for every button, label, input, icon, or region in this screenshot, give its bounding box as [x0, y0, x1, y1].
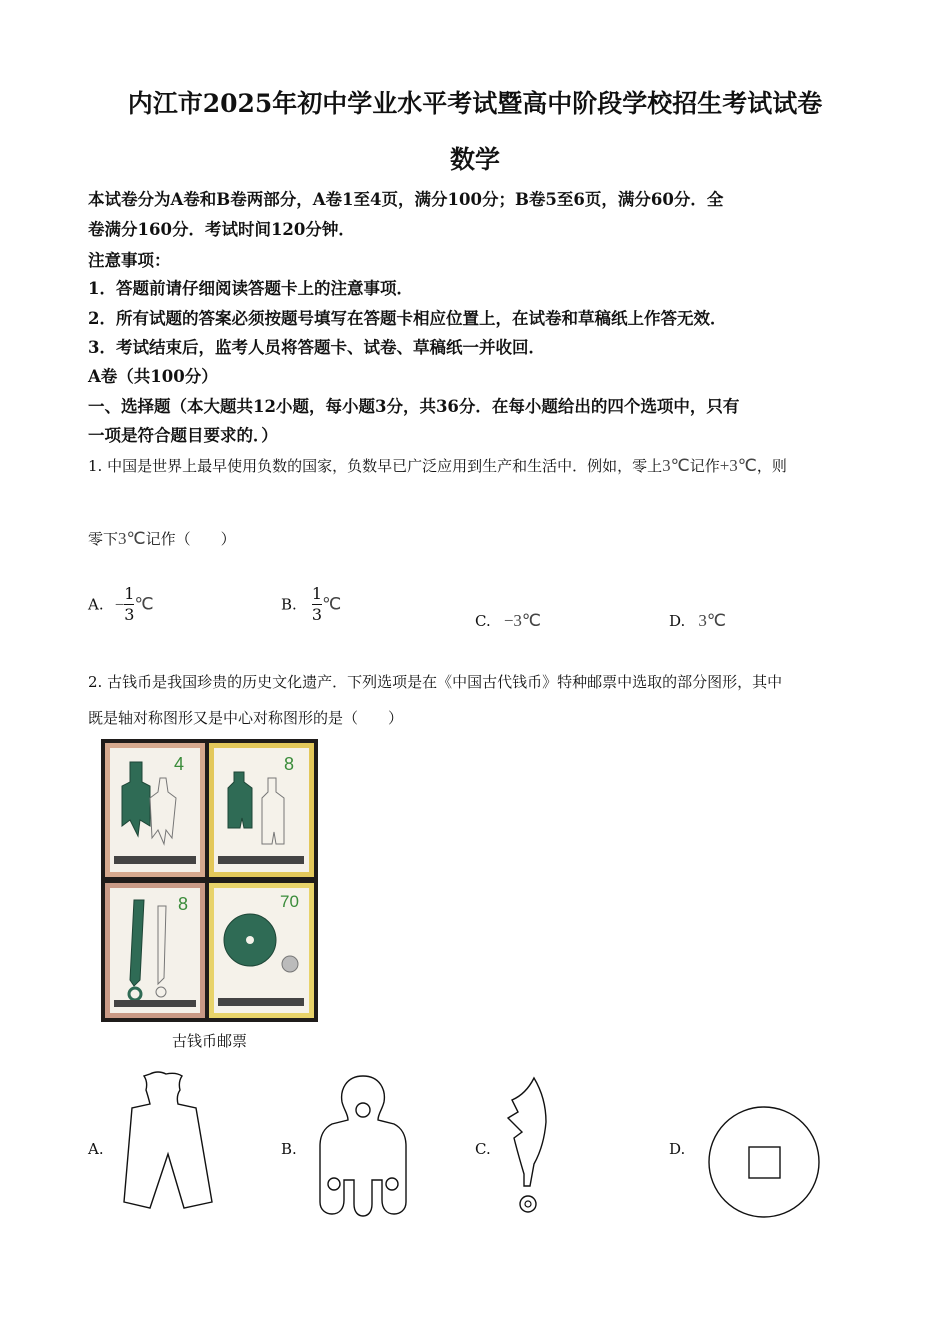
- q1-stem-c: ，则: [756, 457, 787, 475]
- q2-option-d-round-coin-figure[interactable]: [704, 1104, 824, 1224]
- q1-stem-b: 记作: [689, 457, 720, 475]
- coin-stamps-image: [101, 739, 318, 1022]
- intro-line-2: 卷满分160分．考试时间120分钟．: [88, 220, 355, 239]
- fraction-numerator: 1: [311, 584, 323, 603]
- q1-option-d-letter: D.: [669, 612, 686, 630]
- stamp-caption: 古钱币邮票: [171, 1032, 247, 1050]
- q1-option-d[interactable]: [669, 611, 726, 631]
- q2-line-2: 既是轴对称图形又是中心对称图形的是（ ）: [88, 709, 404, 727]
- q1-line-1: [88, 455, 787, 476]
- notice-title: 注意事项：: [88, 251, 171, 270]
- part1-heading-line-2: 一项是符合题目要求的．）: [88, 426, 278, 445]
- q1-option-c[interactable]: [475, 611, 541, 631]
- q2-option-a-letter[interactable]: A.: [88, 1140, 104, 1158]
- stamp-value: 8: [178, 894, 189, 914]
- exam-title: 内江市2025年初中学业水平考试暨高中阶段学校招生考试试卷: [127, 89, 823, 118]
- q1-stem-e: 记作（ ）: [145, 530, 236, 548]
- q1-option-b[interactable]: [281, 585, 341, 624]
- stamp-face: [110, 888, 200, 1013]
- q1-option-a-fraction: [124, 585, 134, 624]
- stamp-value: 8: [284, 754, 295, 774]
- fraction-numerator: 1: [124, 584, 135, 603]
- q1-option-a-letter: A.: [88, 595, 104, 614]
- q1-temp-above: 3℃: [662, 456, 690, 475]
- part1-heading-line-1: 一、选择题（本大题共12小题，每小题3分，共36分．在每小题给出的四个选项中，只有: [88, 397, 740, 416]
- q1-option-c-value: −3℃: [503, 611, 541, 630]
- stamp-round-coin-70: [209, 883, 314, 1018]
- q1-line-2: [88, 528, 236, 549]
- q2-option-d-letter[interactable]: D.: [669, 1140, 686, 1158]
- stamp-spade-coin-8: [209, 743, 314, 877]
- q2-option-c-letter[interactable]: C.: [475, 1140, 491, 1158]
- notice-item-2: 2．所有试题的答案必须按题号填写在答题卡相应位置上，在试卷和草稿纸上作答无效．: [88, 309, 727, 328]
- q1-stem-d: 零下: [88, 530, 119, 548]
- q1-option-b-fraction: [312, 585, 322, 624]
- exam-subject: 数学: [449, 145, 500, 174]
- q1-option-a-unit: ℃: [134, 594, 154, 614]
- q1-temp-positive: +3℃: [719, 456, 757, 475]
- q2-option-b-letter[interactable]: B.: [281, 1140, 297, 1158]
- notice-item-1: 1．答题前请仔细阅读答题卡上的注意事项．: [88, 279, 413, 298]
- stamp-face: [214, 888, 309, 1013]
- q2-line-1: 2. 古钱币是我国珍贵的历史文化遗产．下列选项是在《中国古代钱币》特种邮票中选取的部分图形，其中: [88, 673, 783, 691]
- spade-coin-icon: [214, 748, 309, 872]
- stamp-knife-coin-8: [105, 883, 205, 1018]
- stamp-face: [110, 748, 200, 872]
- q1-option-b-unit: ℃: [322, 594, 342, 614]
- section-a-heading: A卷（共100分）: [88, 367, 218, 386]
- q1-option-a-sign: −: [114, 594, 125, 614]
- q1-option-b-letter: B.: [281, 595, 297, 614]
- stamp-value: 70: [280, 892, 299, 911]
- fraction-denominator: 3: [311, 605, 323, 624]
- q1-option-a[interactable]: [88, 585, 154, 624]
- q1-temp-below: 3℃: [118, 529, 146, 548]
- q2-option-a-spade-coin-figure[interactable]: [120, 1068, 220, 1218]
- stamp-spade-coin-4: [105, 743, 205, 877]
- q2-option-c-knife-coin-figure[interactable]: [498, 1074, 558, 1220]
- intro-line-1: 本试卷分为A卷和B卷两部分，A卷1至4页，满分100分；B卷5至6页，满分60分．全: [88, 190, 724, 209]
- q1-stem-a: 1. 中国是世界上最早使用负数的国家，负数早已广泛应用到生产和生活中．例如，零上: [88, 457, 663, 475]
- stamp-value: 4: [174, 754, 185, 774]
- q1-option-c-letter: C.: [475, 612, 491, 630]
- q2-option-b-spade-coin-figure[interactable]: [316, 1072, 411, 1222]
- spade-coin-icon: [110, 748, 200, 872]
- notice-item-3: 3．考试结束后，监考人员将答题卡、试卷、草稿纸一并收回．: [88, 338, 545, 357]
- fraction-denominator: 3: [124, 605, 135, 624]
- q1-option-d-value: 3℃: [698, 611, 726, 630]
- stamp-face: [214, 748, 309, 872]
